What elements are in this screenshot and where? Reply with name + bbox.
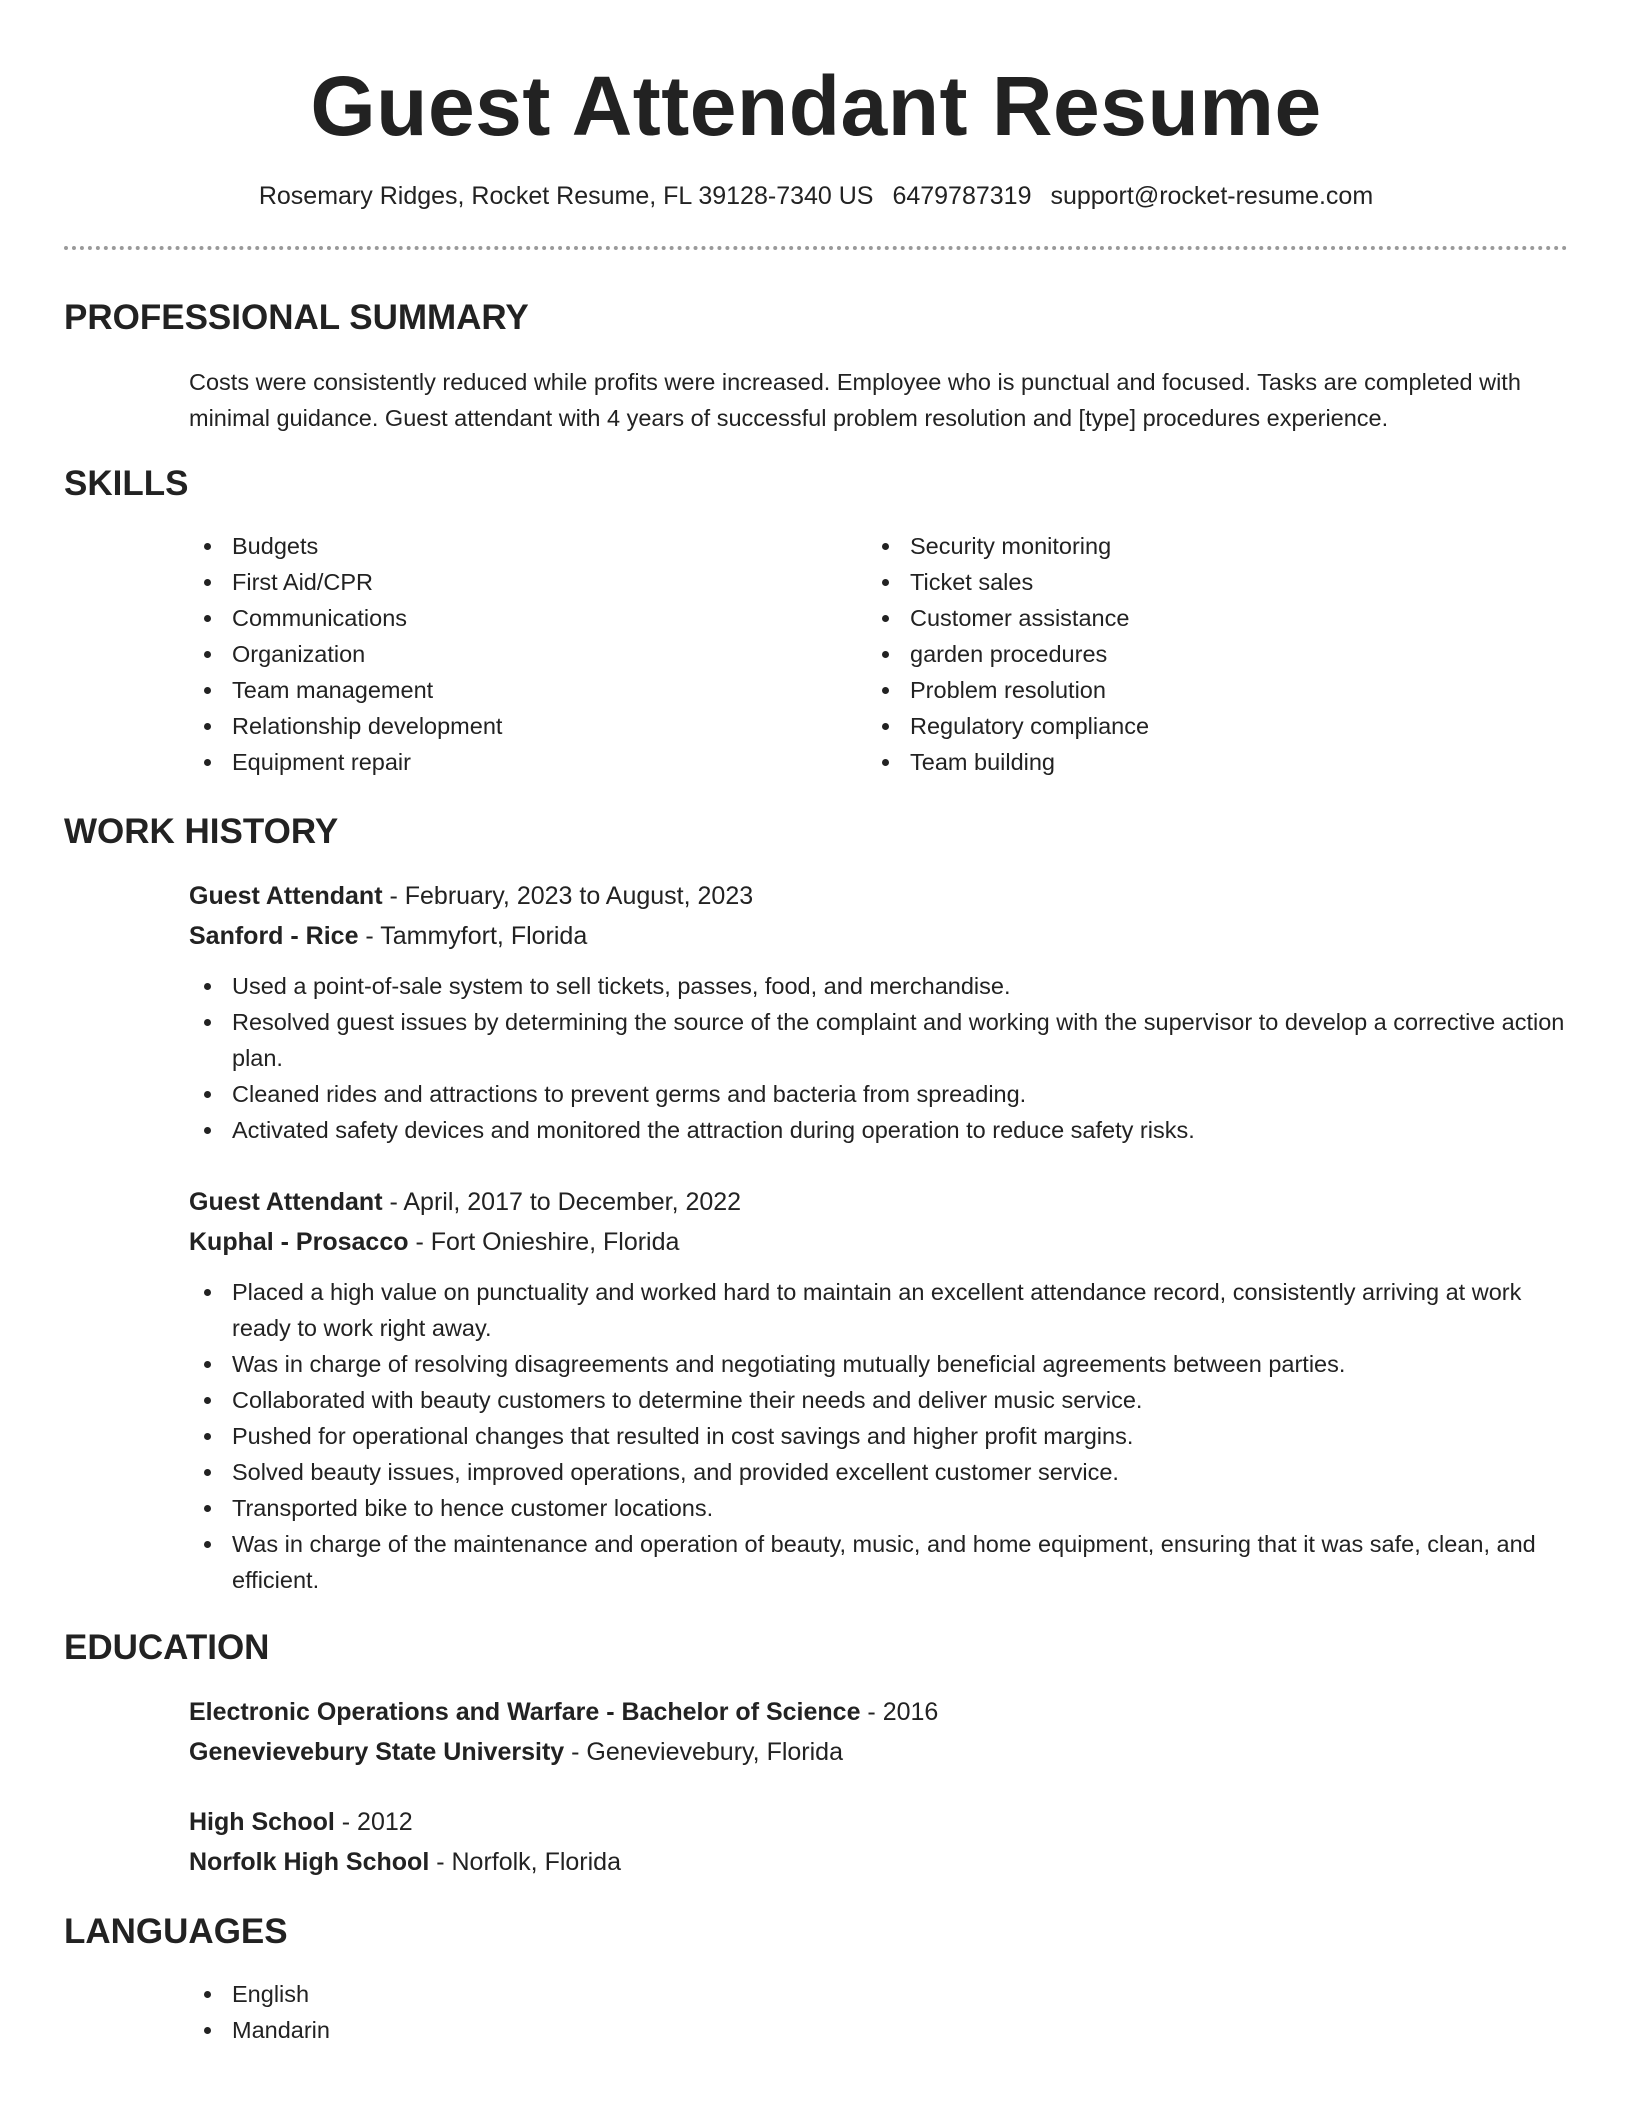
contact-address: Rosemary Ridges, Rocket Resume, FL 39128-7340 US (258, 182, 874, 210)
job-company-line (189, 1222, 1568, 1262)
skill-item: Team building (867, 744, 1545, 780)
school-name: Norfolk High School (189, 1848, 430, 1876)
education-entry (189, 1802, 1568, 1882)
job-bullet: Resolved guest issues by determining the source of the complaint and working with the supervisor to develop a corrective action plan. (189, 1004, 1568, 1076)
job-dates: - April, 2017 to December, 2022 (382, 1188, 742, 1216)
languages-list (189, 1976, 1568, 2048)
skill-item: Problem resolution (867, 672, 1545, 708)
skill-item: Ticket sales (867, 564, 1545, 600)
contact-phone: 6479787319 (892, 182, 1032, 210)
job-bullet: Activated safety devices and monitored the attraction during operation to reduce safety risks. (189, 1112, 1568, 1148)
job-bullets (189, 968, 1568, 1148)
skill-item: Security monitoring (867, 528, 1545, 564)
job-bullet: Placed a high value on punctuality and worked hard to maintain an excellent attendance record, consistently arriving at work ready to work right away. (189, 1274, 1568, 1346)
language-item: Mandarin (189, 2012, 1568, 2048)
job-bullet: Transported bike to hence customer locations. (189, 1490, 1568, 1526)
skill-item: Regulatory compliance (867, 708, 1545, 744)
job-dates: - February, 2023 to August, 2023 (382, 882, 754, 910)
contact-email: support@rocket-resume.com (1050, 182, 1374, 210)
skills-heading: SKILLS (64, 464, 189, 503)
job-title-line (189, 1182, 1568, 1222)
degree: High School (189, 1808, 335, 1836)
job-bullets (189, 1274, 1568, 1598)
education-entry (189, 1692, 1568, 1772)
degree-line (189, 1692, 1568, 1732)
job-bullet: Was in charge of the maintenance and operation of beauty, music, and home equipment, ensuring that it was safe, clean, and efficient. (189, 1526, 1568, 1598)
skills-list (189, 528, 1568, 780)
job-bullet: Used a point-of-sale system to sell tickets, passes, food, and merchandise. (189, 968, 1568, 1004)
job-company: Sanford - Rice (189, 922, 359, 950)
job-company-line (189, 916, 1568, 956)
skill-item: Communications (189, 600, 867, 636)
work-history-heading: WORK HISTORY (64, 812, 339, 851)
job-bullet: Cleaned rides and attractions to prevent germs and bacteria from spreading. (189, 1076, 1568, 1112)
degree-line (189, 1802, 1568, 1842)
contact-line (64, 180, 1568, 212)
school-location: - Norfolk, Florida (429, 1848, 621, 1876)
job-location: - Tammyfort, Florida (358, 922, 588, 950)
skill-item: Team management (189, 672, 867, 708)
skill-item: Organization (189, 636, 867, 672)
degree-year: - 2016 (860, 1698, 939, 1726)
school-location: - Genevievebury, Florida (564, 1738, 843, 1766)
degree: Electronic Operations and Warfare - Bachelor of Science (189, 1698, 861, 1726)
skill-item: Relationship development (189, 708, 867, 744)
language-item: English (189, 1976, 1568, 2012)
job-bullet: Pushed for operational changes that resulted in cost savings and higher profit margins. (189, 1418, 1568, 1454)
school-name: Genevievebury State University (189, 1738, 565, 1766)
skills-column-right (867, 528, 1545, 780)
job-title-line (189, 876, 1568, 916)
skill-item: garden procedures (867, 636, 1545, 672)
languages-heading: LANGUAGES (64, 1912, 288, 1951)
job-bullet: Was in charge of resolving disagreements and negotiating mutually beneficial agreements between parties. (189, 1346, 1568, 1382)
job-bullet: Collaborated with beauty customers to determine their needs and deliver music service. (189, 1382, 1568, 1418)
skill-item: Budgets (189, 528, 867, 564)
job-entry (189, 1182, 1568, 1598)
school-line (189, 1842, 1568, 1882)
header-divider (64, 246, 1568, 250)
degree-year: - 2012 (334, 1808, 413, 1836)
job-title: Guest Attendant (189, 1188, 383, 1216)
school-line (189, 1732, 1568, 1772)
skills-column-left (189, 528, 867, 780)
skill-item: Equipment repair (189, 744, 867, 780)
job-bullet: Solved beauty issues, improved operations, and provided excellent customer service. (189, 1454, 1568, 1490)
summary-text: Costs were consistently reduced while profits were increased. Employee who is punctual and focused. Tasks are completed with minimal guidance. Guest attendant with 4 years of successful problem resolution and [type] procedures experience. (189, 369, 1521, 431)
summary-heading: PROFESSIONAL SUMMARY (64, 298, 529, 337)
skill-item: Customer assistance (867, 600, 1545, 636)
skill-item: First Aid/CPR (189, 564, 867, 600)
resume-title: Guest Attendant Resume (310, 59, 1322, 153)
job-company: Kuphal - Prosacco (189, 1228, 409, 1256)
job-title: Guest Attendant (189, 882, 383, 910)
job-entry (189, 876, 1568, 1148)
education-heading: EDUCATION (64, 1628, 270, 1667)
job-location: - Fort Onieshire, Florida (408, 1228, 680, 1256)
